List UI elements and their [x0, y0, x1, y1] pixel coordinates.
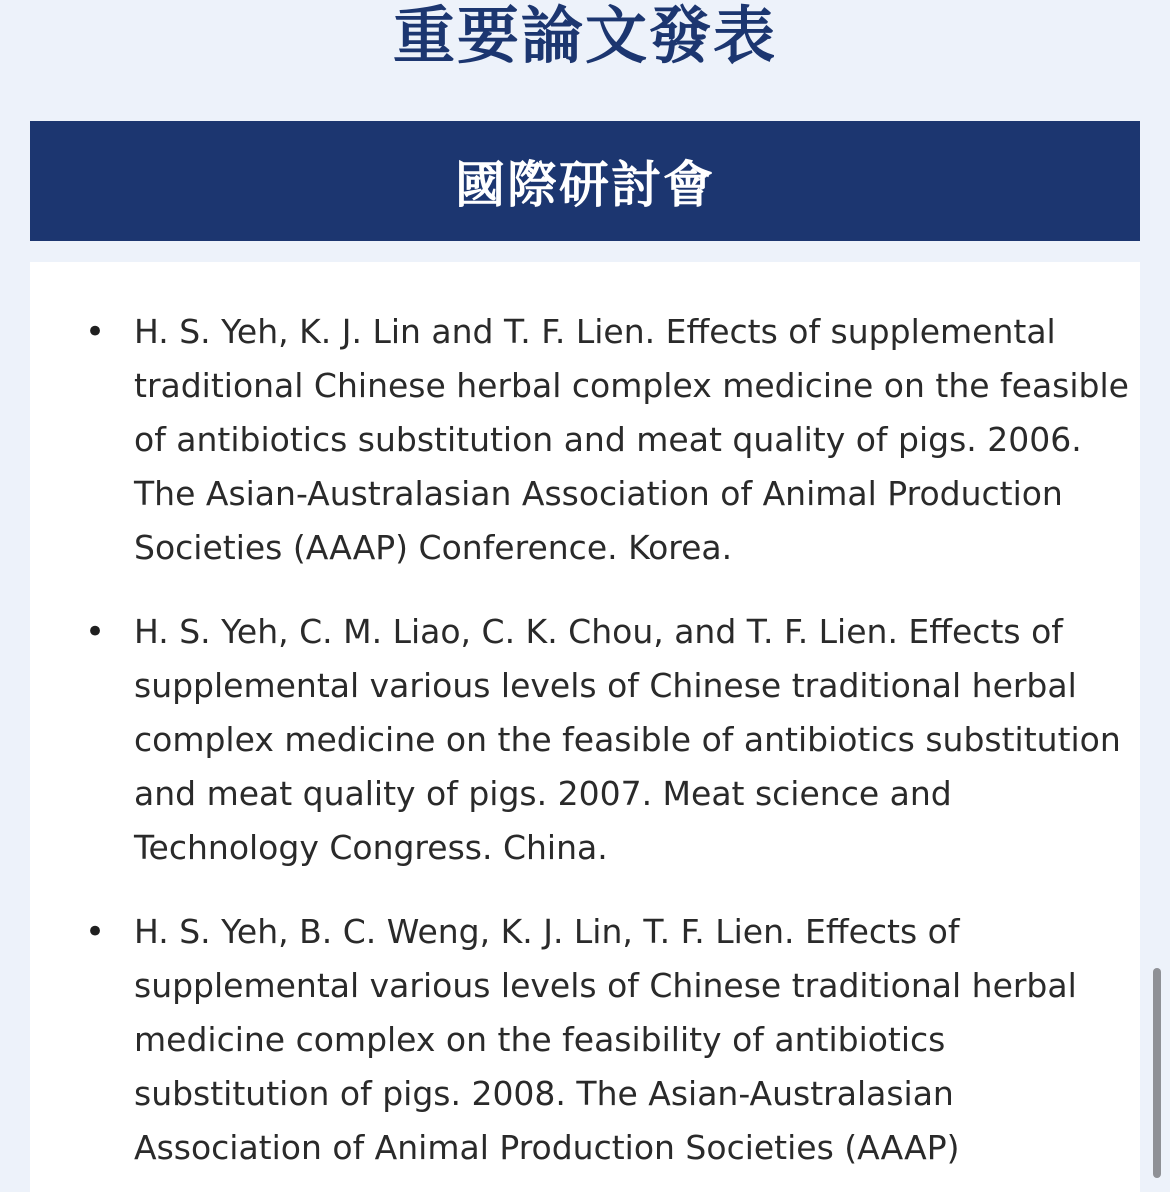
publication-text-line: The Asian-Australasian Association of Animal Production: [134, 474, 1063, 513]
bullet-icon: •: [85, 312, 106, 352]
bullet-icon: •: [85, 612, 106, 652]
section-header-international-conferences: 國際研討會: [30, 121, 1140, 241]
publication-text-line: supplemental various levels of Chinese traditional herbal: [134, 666, 1077, 705]
publication-text-line: H. S. Yeh, K. J. Lin and T. F. Lien. Effects of supplemental: [134, 312, 1056, 351]
page-title: 重要論文發表: [392, 0, 777, 72]
bullet-icon: •: [85, 912, 106, 952]
publication-text-line: substitution of pigs. 2008. The Asian-Australasian: [134, 1074, 954, 1113]
publication-text-line: and meat quality of pigs. 2007. Meat science and: [134, 774, 952, 813]
publication-text-line: Association of Animal Production Societies (AAAP): [134, 1128, 960, 1167]
publication-text-line: of antibiotics substitution and meat quality of pigs. 2006.: [134, 420, 1082, 459]
publication-text-line: supplemental various levels of Chinese traditional herbal: [134, 966, 1077, 1005]
scrollbar-thumb[interactable]: [1153, 968, 1161, 1178]
publication-text-line: H. S. Yeh, B. C. Weng, K. J. Lin, T. F. Lien. Effects of: [134, 912, 960, 951]
publication-text-line: medicine complex on the feasibility of antibiotics: [134, 1020, 946, 1059]
publication-card: [30, 262, 1140, 1192]
publication-text-line: Societies (AAAP) Conference. Korea.: [134, 528, 733, 567]
publication-text-line: H. S. Yeh, C. M. Liao, C. K. Chou, and T. F. Lien. Effects of: [134, 612, 1063, 651]
publication-text-line: traditional Chinese herbal complex medicine on the feasible: [134, 366, 1129, 405]
publication-text-line: Technology Congress. China.: [134, 828, 608, 867]
publication-text-line: complex medicine on the feasible of antibiotics substitution: [134, 720, 1121, 759]
